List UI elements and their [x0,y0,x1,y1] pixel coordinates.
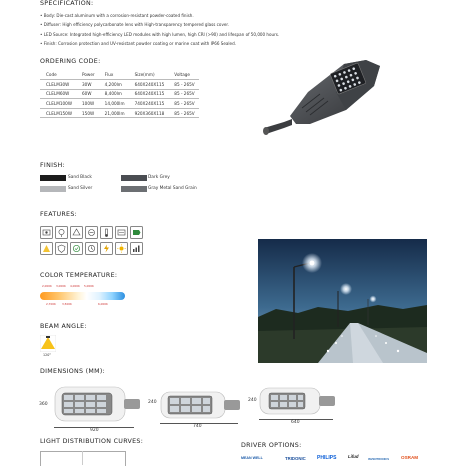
driver-options-title: DRIVER OPTIONS: [241,442,302,449]
header-code: Code [46,71,57,77]
beam-angle-icon [40,335,56,352]
features-title: FEATURES: [40,211,78,218]
cell-code: CLELM30W [40,80,76,90]
dimming-icon [130,242,143,255]
brand-lifud: Lifud [348,454,359,459]
road-night-photo [258,239,427,363]
cell-flux: 14,000lm [99,99,129,109]
cell-power: 150W [76,108,99,118]
cell-power: 30W [76,80,99,90]
ordering-header-row [40,69,199,80]
cell-flux: 8,400lm [99,89,129,99]
ip66-icon [40,226,53,239]
cell-code: CLELM150W [40,108,76,118]
sun-icon [115,242,128,255]
cell-size: 920X360X118 [129,108,169,118]
cell-power: 100W [76,99,99,109]
table-row [40,89,199,99]
temp-label-top-4: 5,000K [84,284,94,288]
spec-line-body: • Body: Die-cast aluminum with a corrosion-resistant powder-coated finish. [40,13,194,18]
spec-line-finish: • Finish: Corrosion protection and UV-resistant powder coating or marine coat with IP66 Sealed. [40,41,236,46]
cell-size: 640X240X115 [129,89,169,99]
header-flux: Flux [104,71,114,77]
cell-voltage: 85 - 265V [168,80,198,90]
brand-meanwell: MEAN WELL [241,456,263,460]
light-distribution-chart-frame [40,451,126,466]
header-size: Size(mm) [134,71,155,77]
temp-label-bottom-1: 2,700K [46,302,56,306]
cell-code: CLELM60W [40,89,76,99]
dimension-drawing-740 [160,390,242,420]
led-chip-icon [55,226,68,239]
street-light-product-image [262,52,390,136]
ordering-title: ORDERING CODE: [40,58,101,65]
dimension-drawing-640 [259,386,339,416]
header-power: Power [81,71,95,77]
dim-width-1: 920 [90,428,99,433]
energy-icon [100,242,113,255]
spec-line-diffuser: • Diffuser: High efficiency polycarbonate lens with High-transparency tempered glass cover. [40,22,229,27]
temperature-icon [100,226,113,239]
temp-label-bottom-2: 3,500K [62,302,72,306]
dim-height-2: 240 [148,400,157,405]
driver-icon [115,226,128,239]
a-plus-plus-icon [130,226,143,239]
cell-flux: 4,200lm [99,80,129,90]
finish-title: FINISH: [40,162,65,169]
dimensions-title: DIMENSIONS (MM): [40,368,106,375]
beam-angle-title: BEAM ANGLE: [40,323,87,330]
swatch-dark-grey [121,175,147,181]
cell-voltage: 85 - 265V [168,89,198,99]
dim-width-3: 640 [291,420,300,425]
light-distribution-center-line [82,451,83,465]
table-row [40,108,199,118]
cell-code: CLELM100W [40,99,76,109]
shield-icon [55,242,68,255]
swatch-sand-black [40,175,66,181]
temp-label-top-1: 2,000K [42,284,52,288]
light-angle-icon [40,242,53,255]
temp-label-bottom-3: 6,000K [98,302,108,306]
header-voltage: Voltage [174,71,190,77]
cell-flux: 21,000lm [99,108,129,118]
table-row [40,80,199,90]
dim-width-2: 740 [193,424,202,429]
table-row [40,99,199,109]
cell-size: 740X240X115 [129,99,169,109]
dim-height-1: 360 [39,402,48,407]
beam-angle-value: 120° [43,353,51,357]
brand-tridonic: TRIDONIC [285,456,306,461]
finish-label-sand-black: Sand Black [68,175,92,180]
finish-label-dark-grey: Dark Grey [148,175,170,180]
dim-height-3: 240 [248,398,257,403]
ordering-table [40,69,199,118]
cell-voltage: 85 - 265V [168,99,198,109]
temp-label-top-3: 4,000K [70,284,80,288]
color-temperature-title: COLOR TEMPERATURE: [40,272,118,279]
swatch-gray-metal-sand-grain [121,186,147,192]
dimension-drawing-920 [54,384,140,424]
rohs-icon [70,242,83,255]
lamp-icon [70,226,83,239]
finish-label-gray-metal: Gray Metal Sand Grain [148,186,197,191]
spec-line-led-source: • LED Source: Integrated high-efficiency LED modules with high lumen, high CRI (>90) and lifespan of 50,000 hours. [40,32,280,37]
cell-power: 60W [76,89,99,99]
finish-label-sand-silver: Sand Silver [68,186,93,191]
brand-osram: OSRAM [401,455,419,460]
brand-inventronics: INVENTRONICS [368,457,390,461]
cri-icon [85,226,98,239]
brand-philips: PHILIPS [317,455,337,461]
color-temperature-gradient-bar [40,292,125,300]
cell-voltage: 85 - 265V [168,108,198,118]
light-distribution-title: LIGHT DISTRIBUTION CURVES: [40,438,144,445]
specification-title: SPECIFICATION: [40,0,94,7]
cell-size: 640X240X115 [129,80,169,90]
swatch-sand-silver [40,186,66,192]
lifespan-icon [85,242,98,255]
temp-label-top-2: 3,000K [56,284,66,288]
